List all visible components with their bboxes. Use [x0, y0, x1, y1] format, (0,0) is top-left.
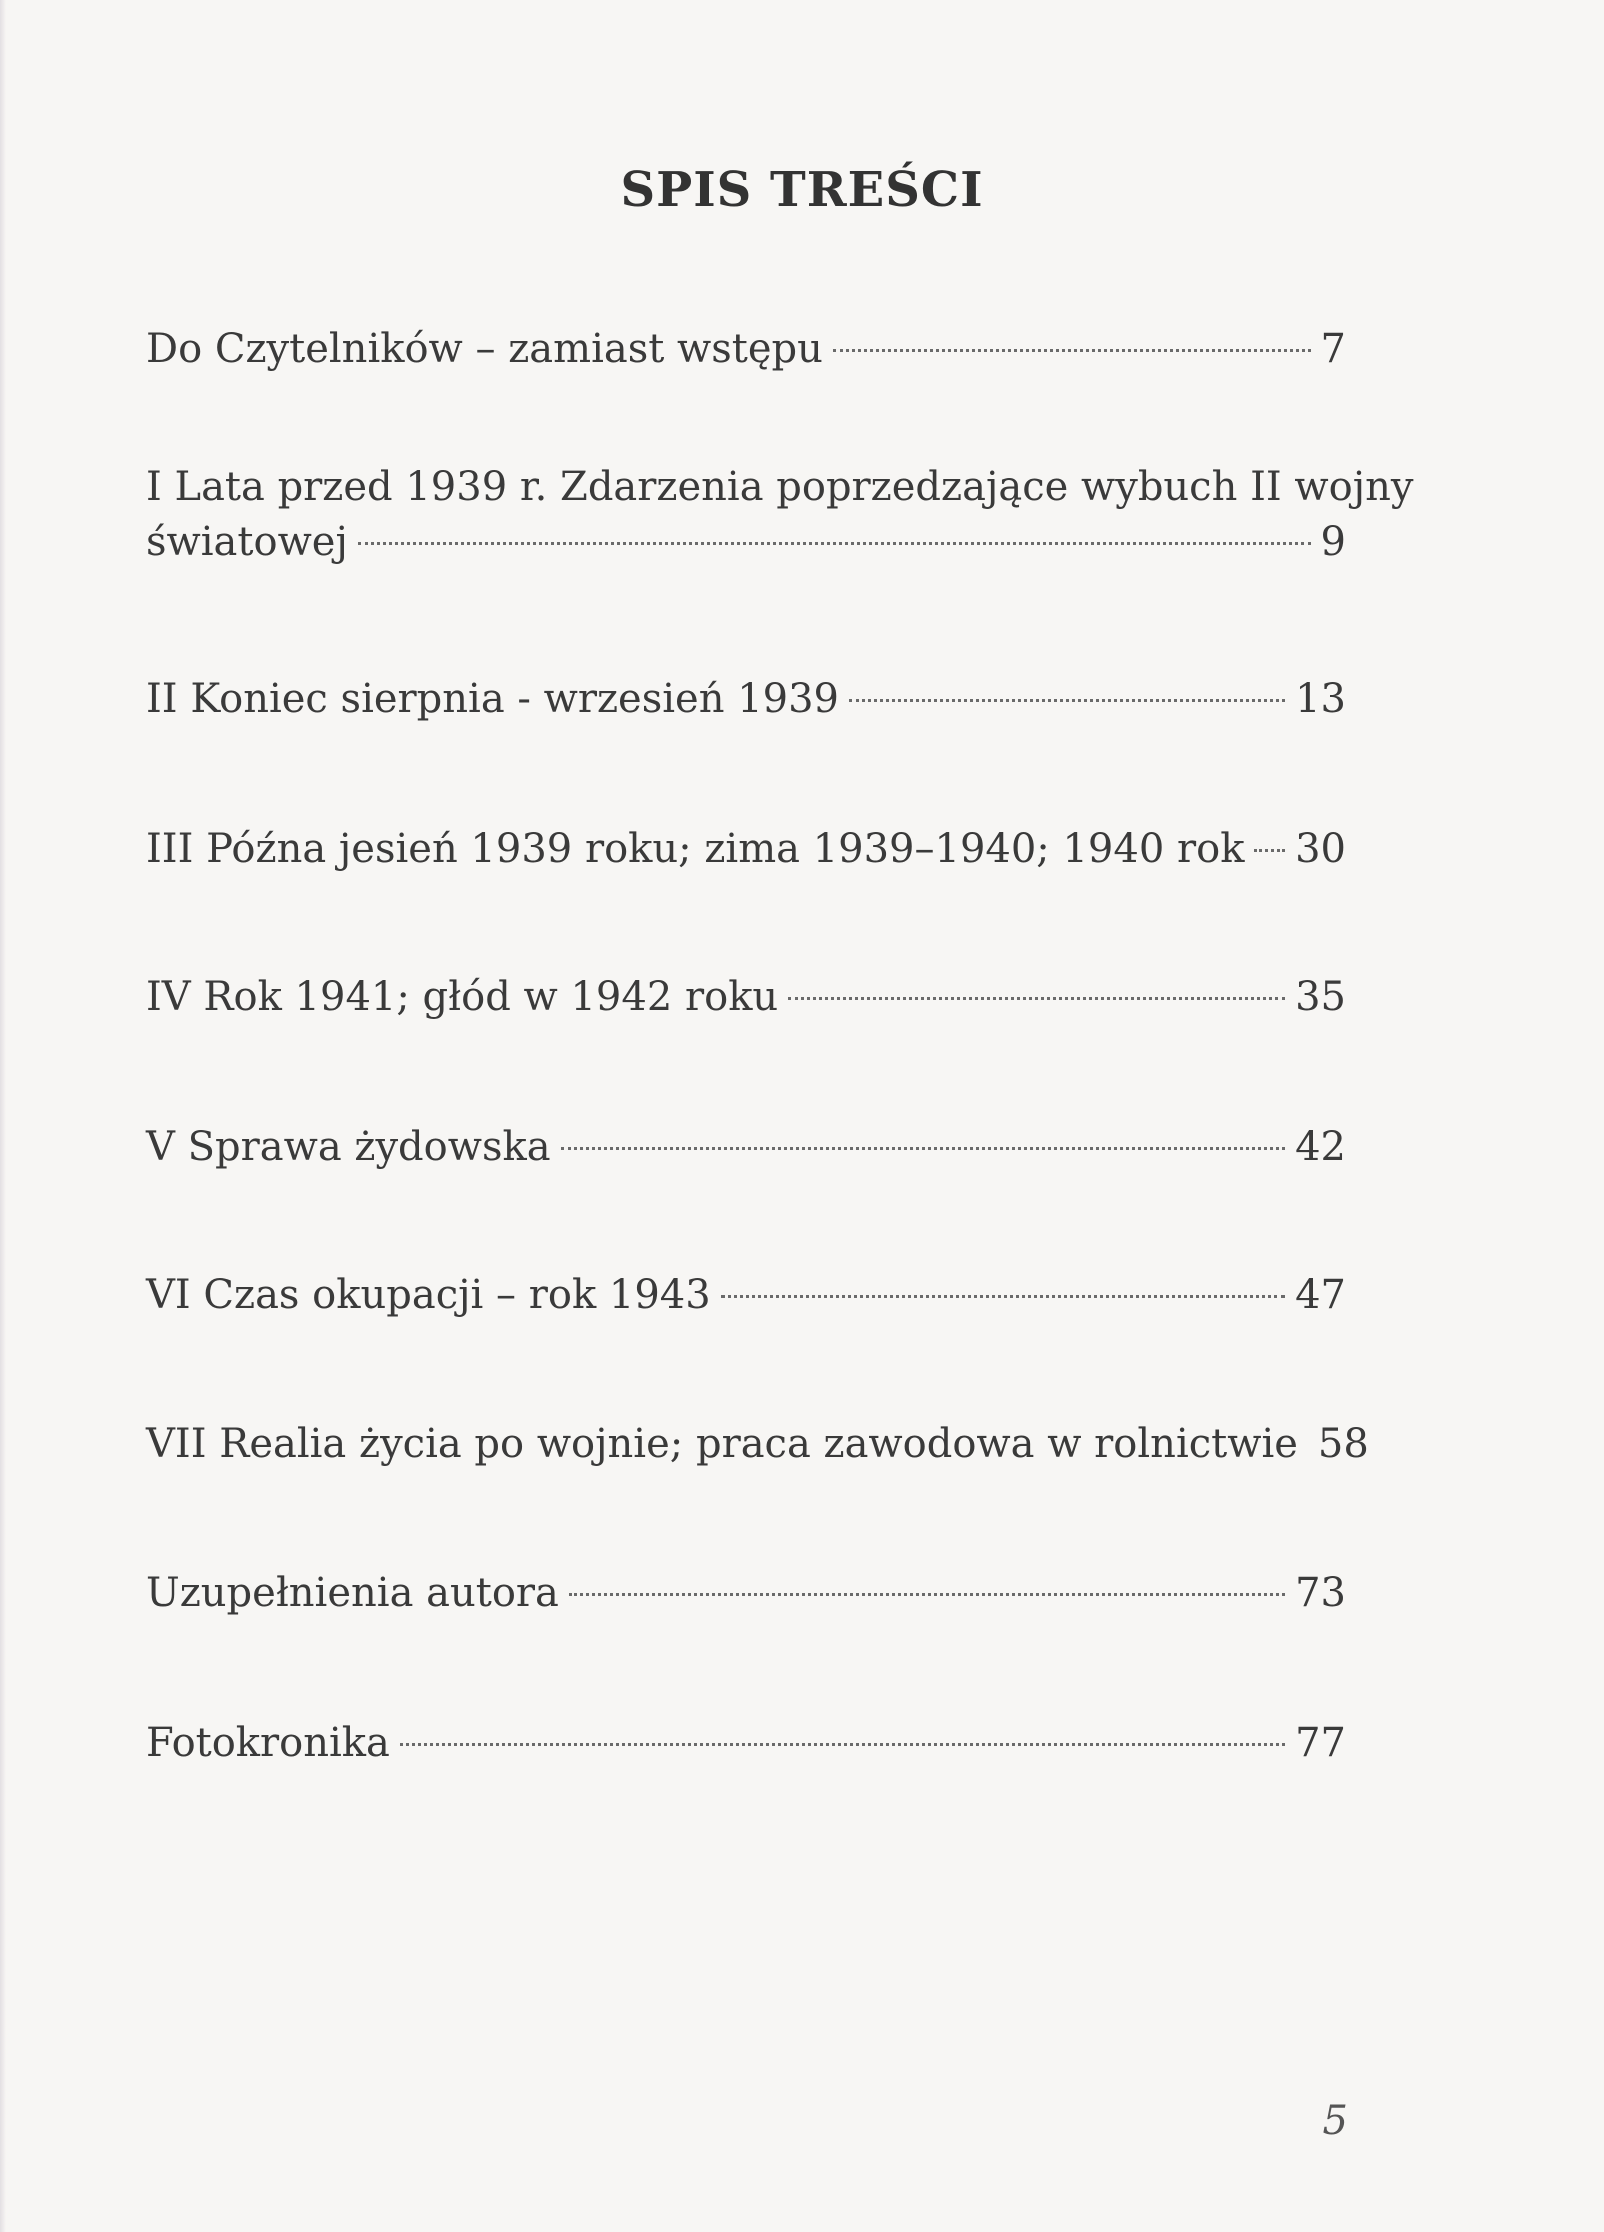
- page-title: SPIS TREŚCI: [620, 162, 984, 219]
- toc-entry-label: IV Rok 1941; głód w 1942 roku: [146, 974, 779, 1020]
- toc-entry-label: V Sprawa żydowska: [146, 1124, 551, 1170]
- dot-leader: [400, 1712, 1285, 1756]
- toc-entry-label: Uzupełnienia autora: [146, 1570, 559, 1616]
- toc-entry-label: światowej: [146, 519, 348, 565]
- toc-entry[interactable]: [146, 668, 1346, 723]
- toc-entry-label: III Późna jesień 1939 roku; zima 1939–1940; 1940 rok: [146, 826, 1245, 872]
- toc-entry[interactable]: [146, 1712, 1346, 1767]
- toc-entry[interactable]: [146, 1264, 1346, 1319]
- toc-entry[interactable]: [146, 318, 1346, 373]
- dot-leader: [561, 1116, 1286, 1160]
- toc-entry-page: 77: [1295, 1720, 1346, 1766]
- toc-entry-page: 13: [1295, 676, 1346, 722]
- toc-entry[interactable]: [146, 1562, 1346, 1617]
- toc-entry-page: 47: [1295, 1272, 1346, 1318]
- dot-leader: [788, 966, 1285, 1010]
- toc-entry-label-line1: I Lata przed 1939 r. Zdarzenia poprzedzające wybuch II wojny: [146, 464, 1414, 510]
- toc-entry-label: II Koniec sierpnia - wrzesień 1939: [146, 676, 839, 722]
- dot-leader: [569, 1562, 1285, 1606]
- toc-entry-page: 73: [1295, 1570, 1346, 1616]
- toc-entry-label: VII Realia życia po wojnie; praca zawodowa w rolnictwie: [146, 1421, 1298, 1467]
- toc-entry-label: Fotokronika: [146, 1720, 390, 1766]
- toc-entry-page: 42: [1295, 1124, 1346, 1170]
- toc-entry-page: 9: [1320, 519, 1346, 565]
- dot-leader: [833, 318, 1311, 362]
- toc-entry[interactable]: [146, 1116, 1346, 1171]
- toc-entry[interactable]: [146, 818, 1346, 873]
- toc-entry-label: Do Czytelników – zamiast wstępu: [146, 326, 823, 372]
- dot-leader: [358, 511, 1311, 555]
- page-number: 5: [1322, 2098, 1348, 2144]
- toc-entry-label: VI Czas okupacji – rok 1943: [146, 1272, 711, 1318]
- toc-entry-page: 58: [1317, 1421, 1369, 1467]
- toc-entry[interactable]: [146, 1413, 1369, 1468]
- toc-entry[interactable]: [146, 463, 1414, 566]
- toc-entry[interactable]: [146, 966, 1346, 1021]
- toc-entry-page: 35: [1295, 974, 1346, 1020]
- dot-leader: [1254, 818, 1285, 862]
- dot-leader: [721, 1264, 1285, 1308]
- toc-entry-page: 30: [1295, 826, 1346, 872]
- toc-entry-page: 7: [1320, 326, 1346, 372]
- page-edge: [0, 0, 6, 2232]
- dot-leader: [849, 668, 1285, 712]
